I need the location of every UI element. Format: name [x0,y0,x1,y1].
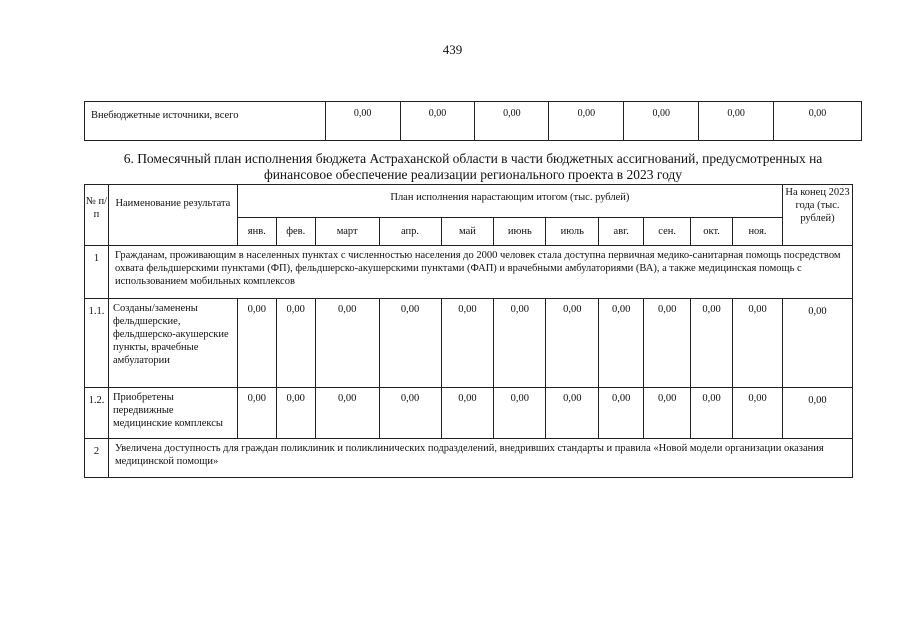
value-cell: 0,00 [624,102,699,141]
table-row [85,246,853,299]
value-cell: 0,00 [691,299,733,388]
value-cell: 0,00 [546,299,599,388]
year-end-value: 0,00 [782,299,852,388]
value-cell: 0,00 [549,102,624,141]
value-cell: 0,00 [644,388,691,439]
value-cell: 0,00 [379,299,441,388]
value-cell: 0,00 [774,102,862,141]
table-row [85,102,862,141]
row-number: 1 [85,246,109,299]
row-number: 1.1. [85,299,109,388]
value-cell: 0,00 [494,388,546,439]
value-cell: 0,00 [691,388,733,439]
section-title [84,151,862,183]
row-text: Гражданам, проживающим в населенных пунктах с численностью населения до 2000 человек стала доступна первичная медико-санитарная помощь посредством охвата фельдшерскими пунктами (ФП), фельдшерско-акушерскими пунктами (ФАП) и врачебными амбулаториями (ВА), а также медицинская помощь с использованием мобильных комплексов [108,246,852,299]
value-cell: 0,00 [315,299,379,388]
header-row [85,185,853,218]
row-name: Приобретены передвижные медицинские комплексы [108,388,237,439]
value-cell: 0,00 [400,102,475,141]
value-cell: 0,00 [699,102,774,141]
value-cell: 0,00 [237,299,276,388]
row-name: Созданы/заменены фельдшерские, фельдшерско-акушерские пункты, врачебные амбулатории [108,299,237,388]
row-number: 2 [85,439,109,478]
month-header: авг. [599,217,644,245]
value-cell: 0,00 [237,388,276,439]
header-name: Наименование результата [108,185,237,246]
value-cell: 0,00 [733,388,783,439]
value-cell: 0,00 [441,299,494,388]
value-cell: 0,00 [494,299,546,388]
section-title-line1: 6. Помесячный план исполнения бюджета Астраханской области в части бюджетных ассигнований, предусмотренных на [123,151,823,166]
month-header: янв. [237,217,276,245]
section-title-line2: финансовое обеспечение реализации регионального проекта в 2023 году [263,167,683,182]
value-cell: 0,00 [733,299,783,388]
month-header: фев. [276,217,315,245]
value-cell: 0,00 [644,299,691,388]
page-number: 439 [442,42,463,57]
extrabudget-table [84,101,862,141]
value-cell: 0,00 [441,388,494,439]
month-header: сен. [644,217,691,245]
header-num: № п/п [85,185,109,246]
month-header: апр. [379,217,441,245]
value-cell: 0,00 [276,388,315,439]
header-plan: План исполнения нарастающим итогом (тыс. рублей) [237,185,782,218]
value-cell: 0,00 [325,102,400,141]
value-cell: 0,00 [546,388,599,439]
month-header: окт. [691,217,733,245]
header-year-end: На конец 2023 года (тыс. рублей) [782,185,852,246]
value-cell: 0,00 [315,388,379,439]
value-cell: 0,00 [475,102,549,141]
table-row [85,439,853,478]
row-label: Внебюджетные источники, всего [85,102,326,141]
value-cell: 0,00 [599,299,644,388]
budget-plan-table [84,184,853,478]
table-row [85,388,853,439]
month-header: июнь [494,217,546,245]
value-cell: 0,00 [276,299,315,388]
month-header: июль [546,217,599,245]
row-text: Увеличена доступность для граждан поликлиник и поликлинических подразделений, внедривших стандарты и правила «Новой модели организации оказания медицинской помощи» [108,439,852,478]
year-end-value: 0,00 [782,388,852,439]
month-header: ноя. [733,217,783,245]
month-header: март [315,217,379,245]
table-row [85,299,853,388]
value-cell: 0,00 [379,388,441,439]
row-number: 1.2. [85,388,109,439]
month-header: май [441,217,494,245]
value-cell: 0,00 [599,388,644,439]
